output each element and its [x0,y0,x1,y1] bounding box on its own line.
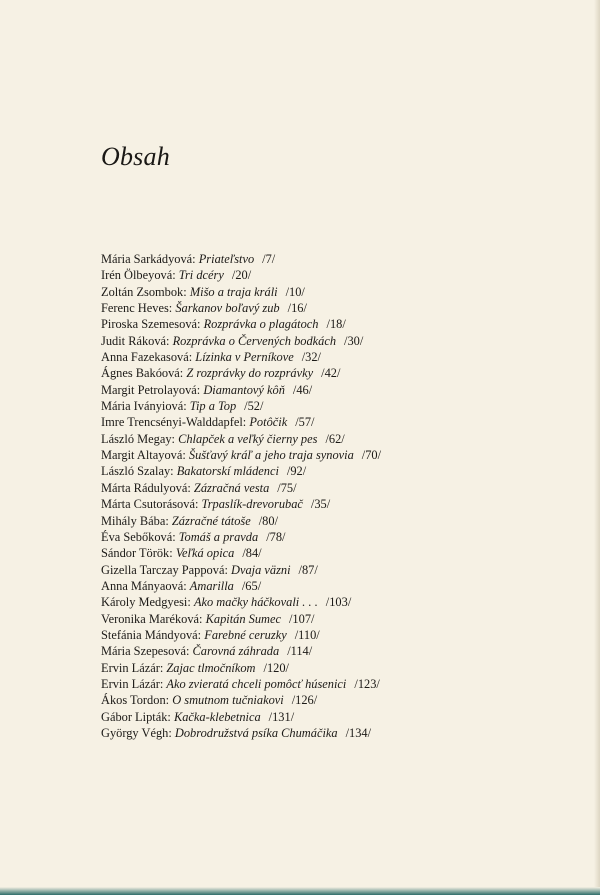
toc-author: Judit Ráková: [101,333,170,348]
toc-entry [101,545,561,561]
toc-page-number: /123/ [354,676,380,691]
toc-page-number: /7/ [262,252,276,266]
toc-author: Márta Rádulyová: [101,480,191,495]
toc-entry [101,365,561,381]
toc-author: Margit Altayová: [101,448,186,463]
toc-page-number: /80/ [258,513,279,528]
toc-entry [101,676,561,692]
table-of-contents [101,251,561,741]
toc-page-number: /120/ [263,660,289,675]
toc-work-title: Zajac tlmočníkom [166,660,256,675]
toc-work-title: Chlapček a veľký čierny pes [178,431,318,446]
toc-page-number: /110/ [294,627,320,642]
toc-author: Ervin Lázár: [101,676,164,691]
toc-work-title: Farebné ceruzky [204,627,287,642]
toc-entry [101,627,561,643]
toc-author: Stefánia Mándyová: [101,627,202,642]
toc-page-number: /114/ [287,644,313,659]
toc-entry [101,382,561,398]
toc-author: Gábor Lipták: [101,709,171,724]
toc-work-title: Dvaja väzni [231,562,291,577]
toc-work-title: Veľká opica [175,546,235,561]
toc-page-number: /42/ [321,366,341,381]
toc-author: György Végh: [101,725,172,740]
toc-entry [101,594,561,610]
toc-author: Ákos Tordon: [101,693,170,708]
toc-page-number: /87/ [298,562,318,577]
toc-page-number: /103/ [325,595,352,610]
toc-entry [101,267,561,283]
toc-work-title: Amarilla [189,578,234,593]
toc-page-number: /20/ [231,268,252,283]
toc-entry [101,463,561,479]
toc-work-title: Rozprávka o Červených bodkách [172,333,337,348]
toc-page-number: /57/ [295,415,315,430]
toc-work-title: Zázračné tátoše [171,513,251,528]
toc-author: Mihály Bába: [101,513,169,528]
toc-entry [101,398,561,414]
toc-entry [101,725,561,741]
toc-work-title: Ako mačky háčkovali . . . [193,595,318,610]
toc-entry [101,578,561,594]
toc-work-title: Priateľstvo [198,252,255,266]
toc-work-title: Šušťavý kráľ a jeho traja synovia [188,448,354,463]
toc-work-title: Mišo a traja králi [189,284,278,299]
toc-work-title: Čarovná záhrada [192,644,280,659]
toc-entry [101,692,561,708]
toc-entry [101,611,561,627]
toc-entry [101,349,561,365]
toc-page-number: /30/ [344,333,364,348]
toc-page-number: /134/ [345,725,372,740]
toc-work-title: Zázračná vesta [193,480,270,495]
toc-work-title: Šarkanov boľavý zub [175,301,280,316]
toc-author: Sándor Török: [101,546,173,561]
toc-author: Ferenc Heves: [101,301,173,316]
toc-page-number: /78/ [266,529,286,544]
toc-work-title: Ako zvieratá chceli pomôcť húsenici [166,676,347,691]
toc-entry [101,643,561,659]
toc-entry [101,316,561,332]
toc-page-number: /35/ [310,497,331,512]
toc-page-number: /52/ [244,399,264,414]
toc-entry [101,284,561,300]
toc-entry [101,431,561,447]
toc-page-number: /46/ [292,382,313,397]
toc-entry [101,480,561,496]
toc-work-title: Z rozprávky do rozprávky [186,366,314,381]
toc-entry [101,251,561,267]
toc-page-number: /70/ [361,448,382,463]
toc-page-number: /18/ [326,317,346,332]
toc-work-title: Rozprávka o plagátoch [203,317,319,332]
toc-entry [101,300,561,316]
toc-entry [101,447,561,463]
toc-work-title: Kačka-klebetnica [173,709,261,724]
toc-author: Piroska Szemesová: [101,317,201,332]
toc-work-title: Tri dcéry [178,268,224,283]
toc-entry [101,333,561,349]
toc-work-title: Trpaslík-drevorubač [201,497,303,512]
toc-page-number: /32/ [301,350,321,365]
toc-entry [101,513,561,529]
toc-work-title: Potôčik [249,415,288,430]
toc-work-title: Bakatorskí mládenci [176,464,279,479]
toc-author: László Megay: [101,431,175,446]
toc-author: Margit Petrolayová: [101,382,201,397]
toc-author: Anna Mányaová: [101,578,187,593]
toc-work-title: O smutnom tučniakovi [172,693,284,708]
toc-author: Veronika Maréková: [101,611,203,626]
toc-author: Mária Sarkádyová: [101,252,196,266]
toc-author: Károly Medgyesi: [101,595,191,610]
toc-work-title: Kapitán Sumec [205,611,281,626]
toc-page-number: /10/ [285,284,305,299]
toc-author: Éva Sebőková: [101,529,176,544]
toc-work-title: Dobrodružstvá psíka Chumáčika [174,725,338,740]
toc-author: Irén Ölbeyová: [101,268,176,283]
toc-entry [101,529,561,545]
toc-author: Imre Trencsényi-Walddapfel: [101,415,247,430]
toc-author: Zoltán Zsombok: [101,284,187,299]
toc-author: Ágnes Bakóová: [101,366,184,381]
toc-page-number: /62/ [325,431,345,446]
toc-page-number: /107/ [288,611,315,626]
toc-work-title: Diamantový kôň [203,382,285,397]
toc-work-title: Tip a Top [189,399,237,414]
toc-author: Márta Csutorásová: [101,497,199,512]
toc-author: Gizella Tarczay Pappová: [101,562,228,577]
toc-page-number: /84/ [242,546,262,561]
toc-entry [101,660,561,676]
toc-author: László Szalay: [101,464,174,479]
toc-page-number: /131/ [268,709,295,724]
toc-page-number: /75/ [277,480,297,495]
toc-entry [101,709,561,725]
page-title: Obsah [101,142,170,171]
page-bottom-edge [0,887,600,895]
toc-entry [101,562,561,578]
toc-author: Mária Iványiová: [101,399,187,414]
toc-page-number: /16/ [287,301,307,316]
toc-author: Mária Szepesová: [101,644,190,659]
toc-author: Anna Fazekasová: [101,350,193,365]
toc-work-title: Lízinka v Perníkove [195,350,294,365]
toc-page-number: /92/ [286,464,307,479]
toc-author: Ervin Lázár: [101,660,164,675]
page-edge [594,0,600,895]
toc-entry [101,496,561,512]
toc-page-number: /126/ [291,693,318,708]
toc-entry [101,414,561,430]
toc-page-number: /65/ [241,578,262,593]
toc-work-title: Tomáš a pravda [178,529,259,544]
